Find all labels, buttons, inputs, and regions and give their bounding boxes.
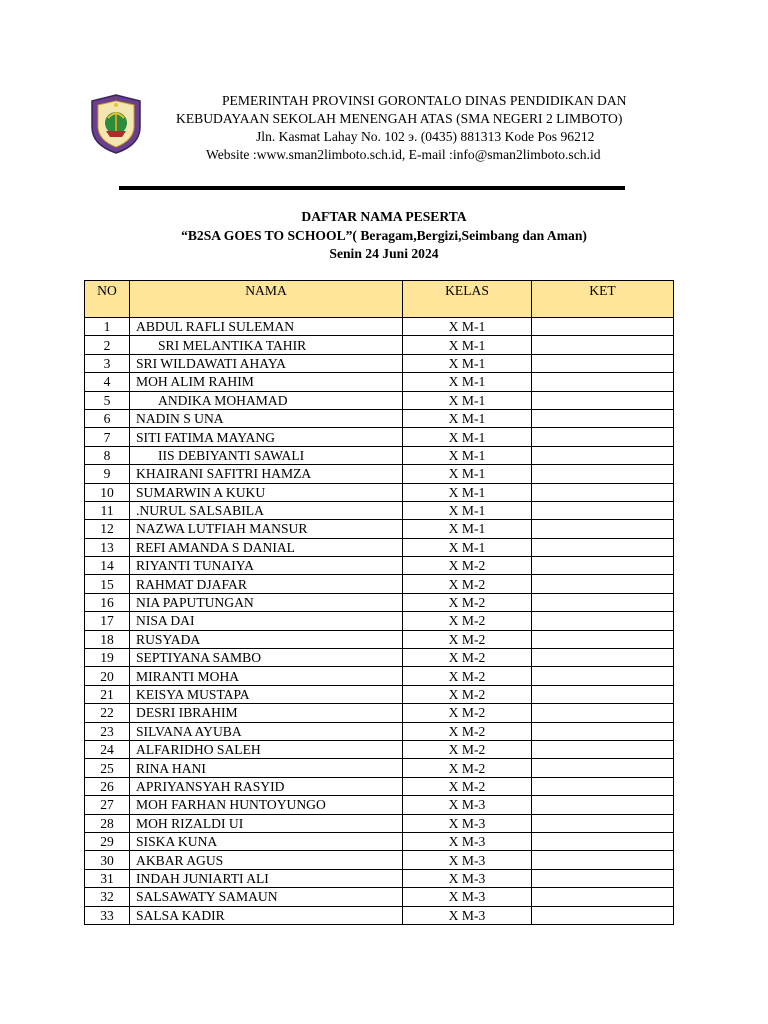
- cell-kelas: X M-2: [403, 575, 532, 593]
- cell-nama: ABDUL RAFLI SULEMAN: [130, 318, 403, 336]
- cell-nama: RIYANTI TUNAIYA: [130, 557, 403, 575]
- cell-nama: SEPTIYANA SAMBO: [130, 649, 403, 667]
- table-row: [85, 704, 674, 722]
- cell-no: 20: [85, 667, 130, 685]
- cell-nama: RAHMAT DJAFAR: [130, 575, 403, 593]
- cell-nama: MOH RIZALDI UI: [130, 814, 403, 832]
- cell-kelas: X M-2: [403, 667, 532, 685]
- document-title: DAFTAR NAMA PESERTA: [301, 209, 467, 224]
- cell-no: 14: [85, 557, 130, 575]
- column-header-kelas: KELAS: [403, 281, 532, 318]
- cell-kelas: X M-1: [403, 483, 532, 501]
- cell-kelas: X M-2: [403, 649, 532, 667]
- cell-ket: [532, 520, 674, 538]
- table-header-row: [85, 281, 674, 318]
- cell-no: 18: [85, 630, 130, 648]
- cell-no: 4: [85, 373, 130, 391]
- cell-ket: [532, 373, 674, 391]
- cell-ket: [532, 336, 674, 354]
- cell-kelas: X M-1: [403, 520, 532, 538]
- cell-kelas: X M-1: [403, 354, 532, 372]
- table-row: [85, 538, 674, 556]
- table-row: [85, 557, 674, 575]
- table-row: [85, 777, 674, 795]
- cell-ket: [532, 557, 674, 575]
- cell-nama: SUMARWIN A KUKU: [130, 483, 403, 501]
- cell-no: 3: [85, 354, 130, 372]
- table-row: [85, 759, 674, 777]
- cell-kelas: X M-2: [403, 759, 532, 777]
- cell-nama: KHAIRANI SAFITRI HAMZA: [130, 465, 403, 483]
- cell-kelas: X M-1: [403, 465, 532, 483]
- table-row: [85, 520, 674, 538]
- cell-no: 29: [85, 832, 130, 850]
- cell-kelas: X M-2: [403, 722, 532, 740]
- cell-nama: NISA DAI: [130, 612, 403, 630]
- cell-no: 17: [85, 612, 130, 630]
- cell-no: 28: [85, 814, 130, 832]
- cell-kelas: X M-2: [403, 630, 532, 648]
- cell-kelas: X M-3: [403, 796, 532, 814]
- cell-kelas: X M-2: [403, 777, 532, 795]
- cell-ket: [532, 888, 674, 906]
- cell-kelas: X M-3: [403, 851, 532, 869]
- cell-no: 24: [85, 740, 130, 758]
- cell-kelas: X M-2: [403, 704, 532, 722]
- cell-ket: [532, 685, 674, 703]
- cell-nama: SRI WILDAWATI AHAYA: [130, 354, 403, 372]
- cell-kelas: X M-1: [403, 409, 532, 427]
- cell-ket: [532, 465, 674, 483]
- table-row: [85, 888, 674, 906]
- table-row: [85, 501, 674, 519]
- letterhead: [150, 92, 662, 164]
- cell-nama: ANDIKA MOHAMAD: [130, 391, 403, 409]
- table-row: [85, 649, 674, 667]
- column-header-no: NO: [85, 281, 130, 318]
- cell-nama: IIS DEBIYANTI SAWALI: [130, 446, 403, 464]
- table-row: [85, 667, 674, 685]
- letterhead-line-1: PEMERINTAH PROVINSI GORONTALO DINAS PENDIDIKAN DAN: [222, 93, 627, 108]
- letterhead-line-2: KEBUDAYAAN SEKOLAH MENENGAH ATAS (SMA NEGERI 2 LIMBOTO): [176, 111, 623, 126]
- cell-ket: [532, 759, 674, 777]
- letterhead-divider: [119, 186, 625, 190]
- cell-no: 27: [85, 796, 130, 814]
- cell-nama: NIA PAPUTUNGAN: [130, 593, 403, 611]
- cell-nama: ALFARIDHO SALEH: [130, 740, 403, 758]
- cell-ket: [532, 667, 674, 685]
- cell-nama: NADIN S UNA: [130, 409, 403, 427]
- cell-ket: [532, 318, 674, 336]
- cell-ket: [532, 409, 674, 427]
- table-row: [85, 832, 674, 850]
- cell-no: 9: [85, 465, 130, 483]
- table-row: [85, 869, 674, 887]
- table-row: [85, 391, 674, 409]
- cell-ket: [532, 501, 674, 519]
- cell-ket: [532, 869, 674, 887]
- cell-ket: [532, 832, 674, 850]
- cell-kelas: X M-1: [403, 428, 532, 446]
- cell-kelas: X M-1: [403, 501, 532, 519]
- cell-ket: [532, 777, 674, 795]
- cell-no: 1: [85, 318, 130, 336]
- cell-nama: REFI AMANDA S DANIAL: [130, 538, 403, 556]
- cell-no: 16: [85, 593, 130, 611]
- cell-ket: [532, 814, 674, 832]
- cell-nama: .NURUL SALSABILA: [130, 501, 403, 519]
- cell-nama: MOH FARHAN HUNTOYUNGO: [130, 796, 403, 814]
- event-title: “B2SA GOES TO SCHOOL”( Beragam,Bergizi,Seimbang dan Aman): [181, 227, 587, 243]
- cell-nama: MIRANTI MOHA: [130, 667, 403, 685]
- cell-kelas: X M-3: [403, 888, 532, 906]
- letterhead-address: Jln. Kasmat Lahay No. 102 э. (0435) 881313 Kode Pos 96212: [256, 129, 595, 144]
- cell-ket: [532, 575, 674, 593]
- cell-ket: [532, 446, 674, 464]
- cell-ket: [532, 538, 674, 556]
- table-row: [85, 465, 674, 483]
- cell-ket: [532, 740, 674, 758]
- letterhead-contact: Website :www.sman2limboto.sch.id, E-mail :info@sman2limboto.sch.id: [206, 147, 601, 162]
- table-row: [85, 740, 674, 758]
- cell-kelas: X M-2: [403, 685, 532, 703]
- cell-kelas: X M-2: [403, 593, 532, 611]
- cell-kelas: X M-1: [403, 446, 532, 464]
- table-row: [85, 373, 674, 391]
- cell-nama: NAZWA LUTFIAH MANSUR: [130, 520, 403, 538]
- cell-no: 22: [85, 704, 130, 722]
- cell-nama: SALSAWATY SAMAUN: [130, 888, 403, 906]
- cell-kelas: X M-2: [403, 557, 532, 575]
- cell-no: 19: [85, 649, 130, 667]
- column-header-ket: KET: [532, 281, 674, 318]
- cell-ket: [532, 649, 674, 667]
- participant-table: [84, 280, 674, 925]
- cell-ket: [532, 851, 674, 869]
- cell-kelas: X M-3: [403, 832, 532, 850]
- table-row: [85, 796, 674, 814]
- cell-no: 30: [85, 851, 130, 869]
- cell-kelas: X M-3: [403, 869, 532, 887]
- cell-ket: [532, 906, 674, 924]
- cell-ket: [532, 612, 674, 630]
- document-title-block: [0, 208, 768, 264]
- cell-no: 5: [85, 391, 130, 409]
- cell-nama: APRIYANSYAH RASYID: [130, 777, 403, 795]
- cell-kelas: X M-1: [403, 336, 532, 354]
- table-row: [85, 814, 674, 832]
- table-row: [85, 851, 674, 869]
- cell-no: 23: [85, 722, 130, 740]
- table-row: [85, 906, 674, 924]
- table-row: [85, 446, 674, 464]
- cell-nama: SITI FATIMA MAYANG: [130, 428, 403, 446]
- cell-kelas: X M-1: [403, 373, 532, 391]
- cell-kelas: X M-3: [403, 814, 532, 832]
- cell-no: 25: [85, 759, 130, 777]
- cell-nama: MOH ALIM RAHIM: [130, 373, 403, 391]
- table-row: [85, 575, 674, 593]
- cell-ket: [532, 483, 674, 501]
- cell-no: 12: [85, 520, 130, 538]
- cell-ket: [532, 593, 674, 611]
- table-row: [85, 354, 674, 372]
- cell-nama: RUSYADA: [130, 630, 403, 648]
- cell-no: 32: [85, 888, 130, 906]
- table-row: [85, 722, 674, 740]
- cell-nama: SRI MELANTIKA TAHIR: [130, 336, 403, 354]
- cell-ket: [532, 630, 674, 648]
- cell-no: 26: [85, 777, 130, 795]
- cell-nama: RINA HANI: [130, 759, 403, 777]
- cell-kelas: X M-2: [403, 612, 532, 630]
- table-row: [85, 336, 674, 354]
- table-row: [85, 483, 674, 501]
- cell-no: 31: [85, 869, 130, 887]
- table-row: [85, 612, 674, 630]
- cell-ket: [532, 428, 674, 446]
- cell-ket: [532, 722, 674, 740]
- event-date: Senin 24 Juni 2024: [329, 246, 439, 261]
- cell-no: 10: [85, 483, 130, 501]
- cell-nama: AKBAR AGUS: [130, 851, 403, 869]
- column-header-nama: NAMA: [130, 281, 403, 318]
- cell-no: 15: [85, 575, 130, 593]
- cell-no: 13: [85, 538, 130, 556]
- cell-nama: SISKA KUNA: [130, 832, 403, 850]
- cell-kelas: X M-1: [403, 318, 532, 336]
- cell-no: 7: [85, 428, 130, 446]
- cell-kelas: X M-1: [403, 538, 532, 556]
- cell-nama: INDAH JUNIARTI ALI: [130, 869, 403, 887]
- cell-no: 11: [85, 501, 130, 519]
- cell-no: 21: [85, 685, 130, 703]
- table-row: [85, 630, 674, 648]
- cell-no: 6: [85, 409, 130, 427]
- table-row: [85, 593, 674, 611]
- cell-ket: [532, 354, 674, 372]
- cell-kelas: X M-3: [403, 906, 532, 924]
- cell-nama: SILVANA AYUBA: [130, 722, 403, 740]
- cell-nama: DESRI IBRAHIM: [130, 704, 403, 722]
- cell-no: 2: [85, 336, 130, 354]
- cell-no: 33: [85, 906, 130, 924]
- table-row: [85, 685, 674, 703]
- cell-no: 8: [85, 446, 130, 464]
- cell-ket: [532, 796, 674, 814]
- cell-ket: [532, 704, 674, 722]
- cell-nama: SALSA KADIR: [130, 906, 403, 924]
- cell-nama: KEISYA MUSTAPA: [130, 685, 403, 703]
- cell-kelas: X M-1: [403, 391, 532, 409]
- cell-ket: [532, 391, 674, 409]
- cell-kelas: X M-2: [403, 740, 532, 758]
- table-row: [85, 409, 674, 427]
- school-crest-icon: [88, 93, 144, 155]
- table-row: [85, 318, 674, 336]
- table-row: [85, 428, 674, 446]
